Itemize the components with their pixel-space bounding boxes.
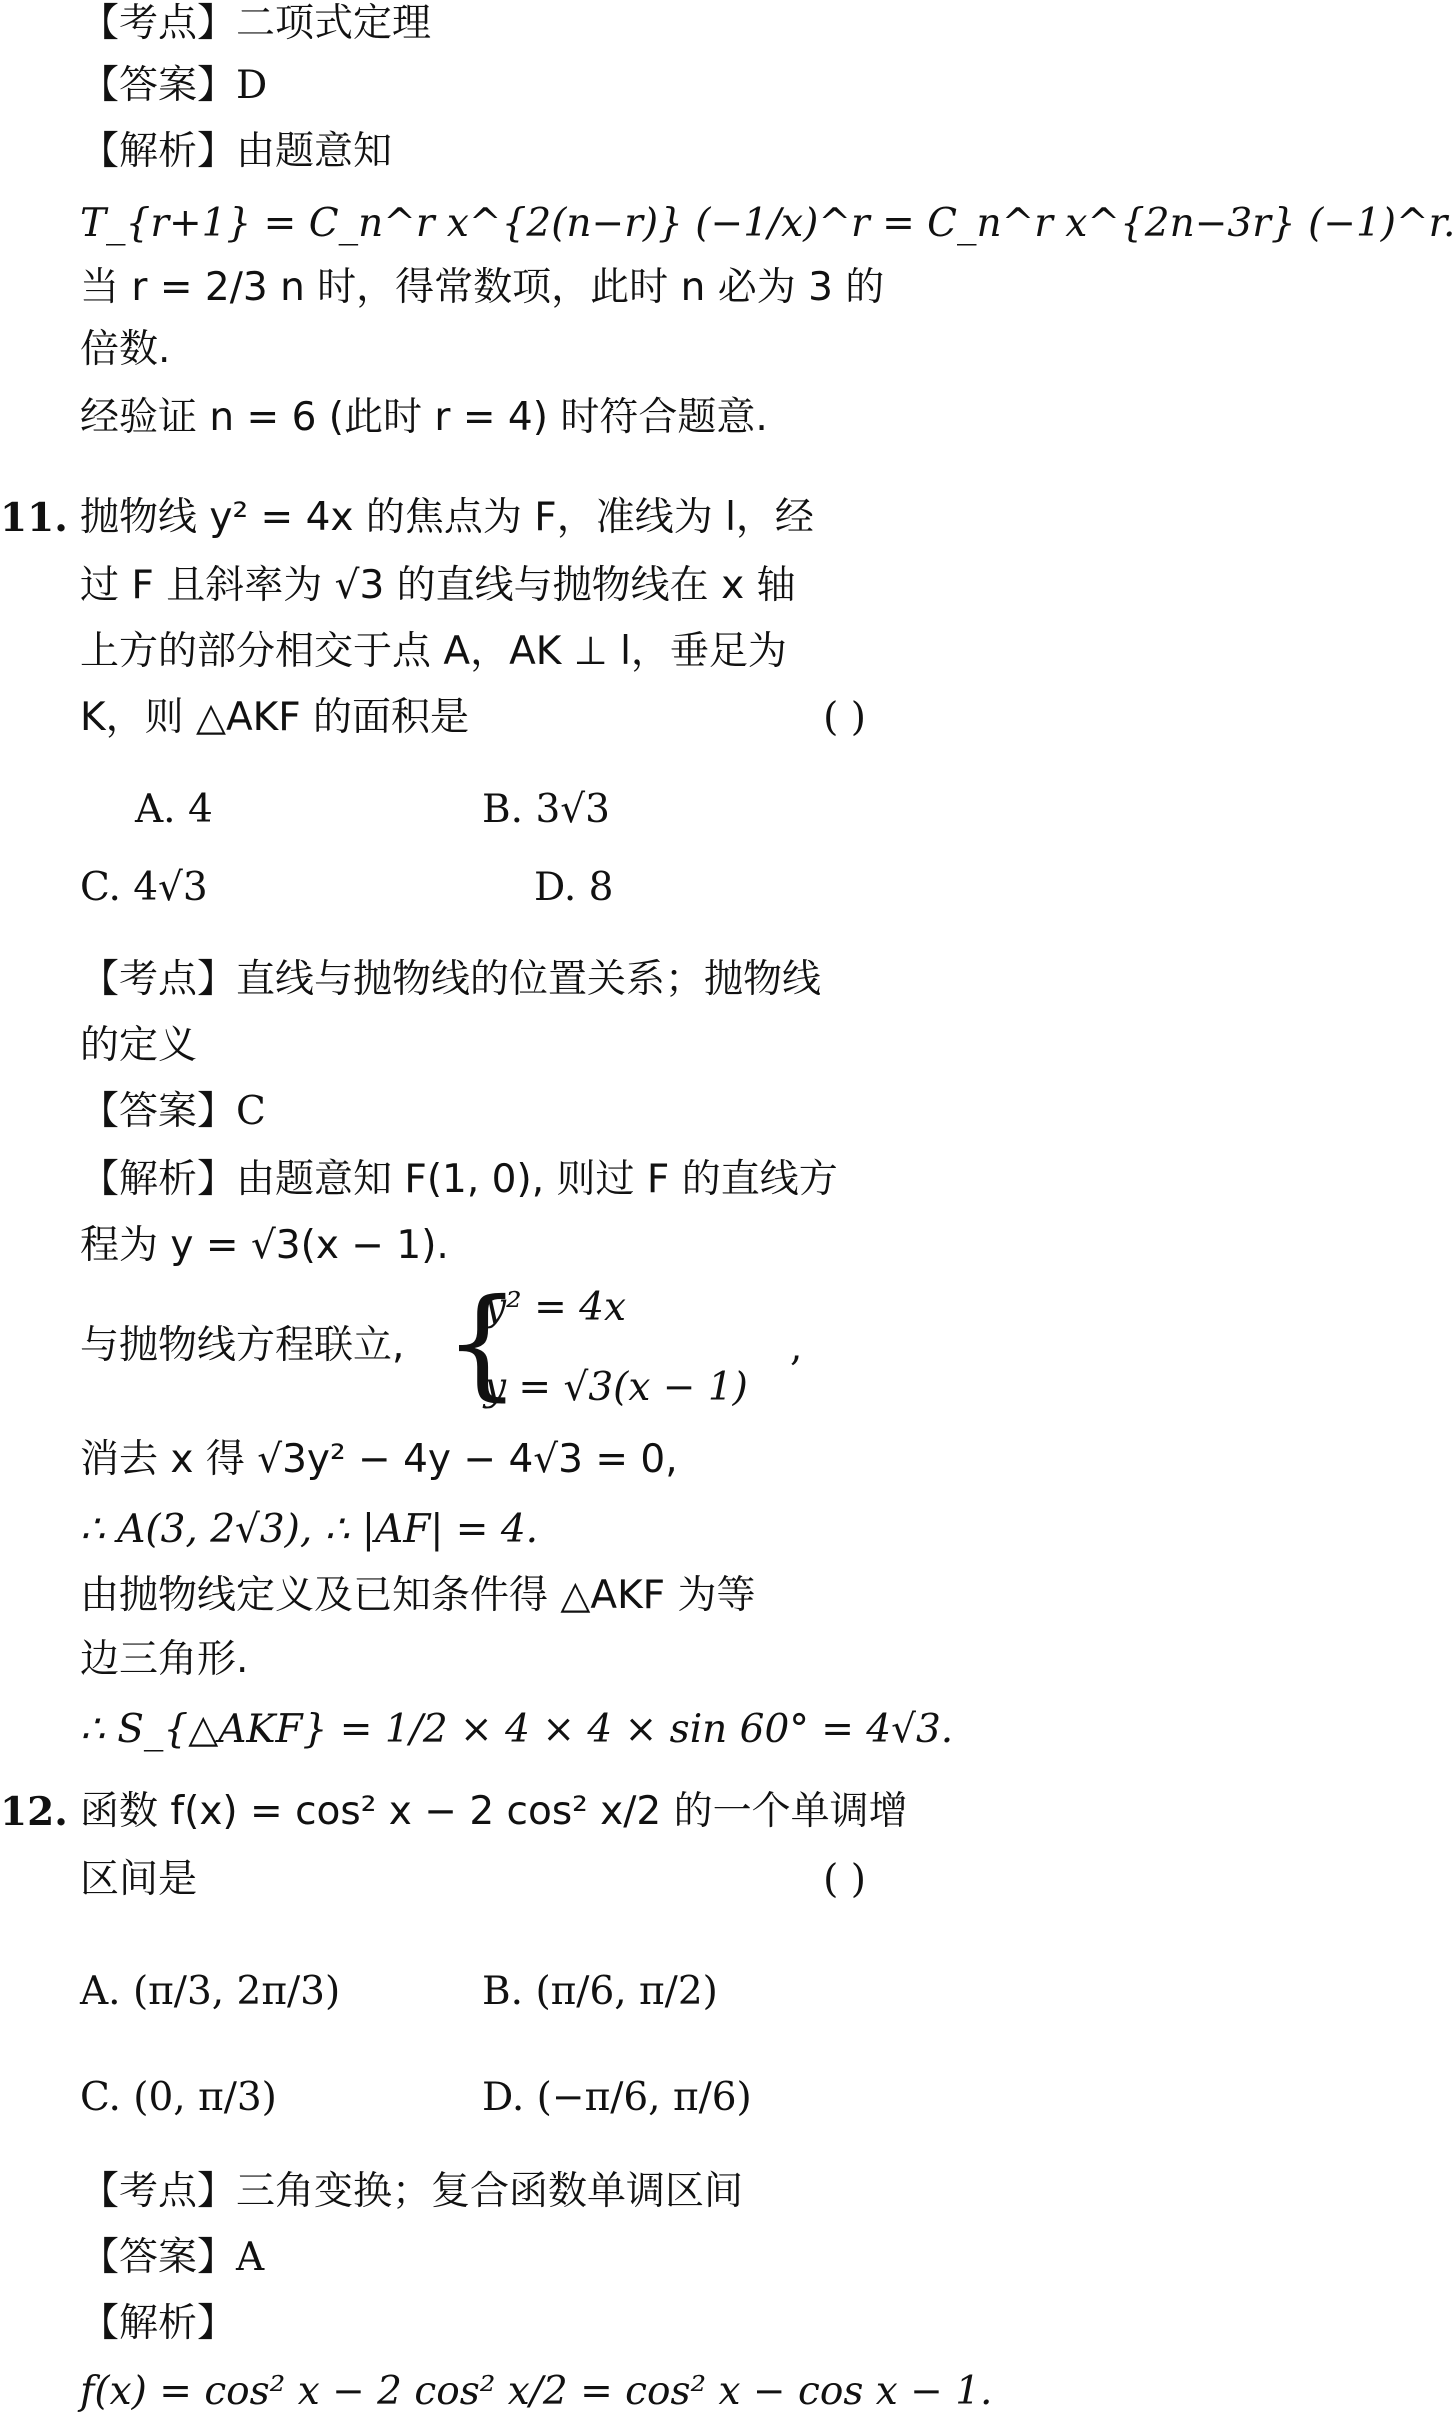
q11-answer-blank: ( ) xyxy=(823,695,866,740)
system-eq-1: y² = 4x xyxy=(484,1285,626,1330)
q11-analysis-5: ∴ A(3, 2√3), ∴ |AF| = 4. xyxy=(80,1507,539,1552)
q11-analysis-7: 边三角形. xyxy=(80,1637,249,1682)
q10-verify-line: 经验证 n = 6 (此时 r = 4) 时符合题意. xyxy=(80,395,768,440)
q11-analysis-4: 消去 x 得 √3y² − 4y − 4√3 = 0, xyxy=(80,1437,678,1482)
q11-stem-line-1: 抛物线 y² = 4x 的焦点为 F，准线为 l，经 xyxy=(80,495,814,540)
q10-kaodian: 【考点】二项式定理 xyxy=(80,1,432,46)
q12-answer-blank: ( ) xyxy=(823,1857,866,1902)
q11-stem-line-2: 过 F 且斜率为 √3 的直线与抛物线在 x 轴 xyxy=(80,563,796,608)
q11-analysis-3: 与抛物线方程联立, xyxy=(80,1323,405,1368)
q12-option-c: C. (0, π/3) xyxy=(80,2075,277,2120)
q12-stem-line-1: 函数 f(x) = cos² x − 2 cos² x/2 的一个单调增 xyxy=(80,1789,908,1834)
q12-analysis-label: 【解析】 xyxy=(80,2301,237,2346)
q12-number: 12. xyxy=(0,1789,68,1835)
system-eq-2: y = √3(x − 1) xyxy=(484,1365,748,1410)
q11-number: 11. xyxy=(0,495,68,541)
q12-analysis-1: f(x) = cos² x − 2 cos² x/2 = cos² x − cos x − 1. xyxy=(80,2369,993,2414)
q11-stem-line-3: 上方的部分相交于点 A，AK ⊥ l，垂足为 xyxy=(80,629,787,674)
q11-option-d: D. 8 xyxy=(534,865,614,910)
q11-equation-system xyxy=(444,1274,804,1420)
q12-option-d: D. (−π/6, π/6) xyxy=(482,2075,752,2120)
q10-binomial-term: T_{r+1} = C_n^r x^{2(n−r)} (−1/x)^r = C_n^r x^{2n−3r} (−1)^r. xyxy=(80,201,1455,246)
q12-stem-line-2: 区间是 xyxy=(80,1857,198,1902)
q10-constant-term-line: 当 r = 2/3 n 时，得常数项，此时 n 必为 3 的 xyxy=(80,265,885,310)
q11-analysis-2: 程为 y = √3(x − 1). xyxy=(80,1223,449,1268)
q11-option-a: A. 4 xyxy=(135,787,213,832)
q10-answer: 【答案】D xyxy=(80,63,268,108)
q10-multiple-line: 倍数. xyxy=(80,327,171,372)
q11-stem-line-4: K，则 △AKF 的面积是 xyxy=(80,695,470,740)
q11-kaodian: 【考点】直线与抛物线的位置关系；抛物线 xyxy=(80,957,822,1002)
q12-option-a: A. (π/3, 2π/3) xyxy=(80,1969,341,2014)
q11-option-b: B. 3√3 xyxy=(482,787,610,832)
q11-answer: 【答案】C xyxy=(80,1089,266,1134)
q12-answer: 【答案】A xyxy=(80,2235,265,2280)
system-comma: , xyxy=(790,1325,803,1370)
q11-analysis-8: ∴ S_{△AKF} = 1/2 × 4 × 4 × sin 60° = 4√3. xyxy=(80,1707,954,1752)
q12-kaodian: 【考点】三角变换；复合函数单调区间 xyxy=(80,2169,744,2214)
q12-option-b: B. (π/6, π/2) xyxy=(482,1969,718,2014)
q11-option-c: C. 4√3 xyxy=(80,865,208,910)
q11-kaodian-cont: 的定义 xyxy=(80,1023,198,1068)
q11-analysis-1: 【解析】由题意知 F(1, 0), 则过 F 的直线方 xyxy=(80,1157,838,1202)
q10-analysis-intro: 【解析】由题意知 xyxy=(80,129,393,174)
q11-analysis-6: 由抛物线定义及已知条件得 △AKF 为等 xyxy=(80,1573,756,1618)
brace-icon: { xyxy=(444,1274,521,1413)
